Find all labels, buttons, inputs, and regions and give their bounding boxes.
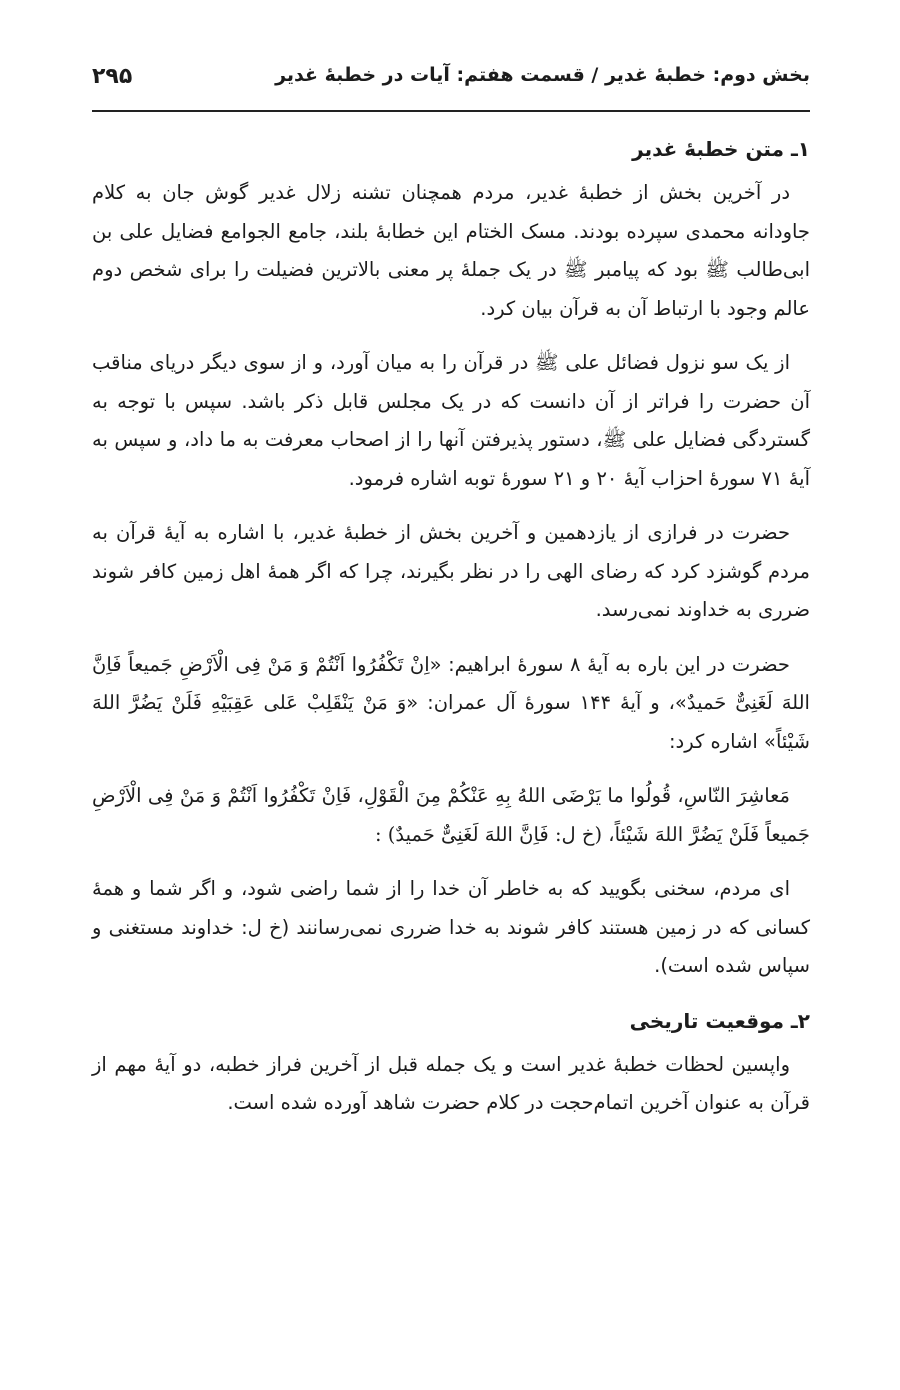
variant-label: خ ل:: [548, 822, 595, 846]
ayah-ibrahim-8: اِنْ تَکْفُرُوا اَنْتُمْ وَ مَنْ فِی الْاَرْضِ جَمیعاً فَاِنَّ اللهَ لَغَنِیٌّ حَمیدٌ: [92, 652, 810, 714]
running-header-title: بخش دوم: خطبهٔ غدیر / قسمت هفتم: آیات در خطبهٔ غدیر: [275, 64, 810, 86]
sermon-quote: [92, 777, 810, 854]
variant-text: فَاِنَّ اللهَ لَغَنِیٌّ حَمیدٌ: [395, 822, 549, 846]
paragraph: از یک سو نزول فضائل علی ﷺ در قرآن را به میان آورد، و از سوی دیگر دریای مناقب آن حضرت را فراتر از آن دانست که در یک مجلس قابل ذکر باشد. سپس با توجه به گستردگی فضایل علی ﷺ، دستور پذیرفتن آنها را از اصحاب معرفت به ما داد، و سپس به آیهٔ ۷۱ سورهٔ احزاب آیهٔ ۲۰ و ۲۱ سورهٔ توبه اشاره فرمود.: [92, 351, 810, 490]
section-2: [92, 1002, 810, 1123]
running-header: [92, 64, 810, 112]
paragraph: واپسین لحظات خطبهٔ غدیر است و یک جمله قبل از آخرین فراز خطبه، دو آیهٔ مهم از قرآن به عنوان آخرین اتمام‌حجت در کلام حضرت شاهد آورده شده است.: [92, 1052, 810, 1114]
ayah-al-imran-144: وَ مَنْ یَنْقَلِبْ عَلی عَقِبَیْهِ فَلَنْ یَضُرَّ اللهَ شَیْئاً: [92, 691, 810, 753]
sermon-quote-close: ) :: [374, 822, 396, 846]
paragraph: در آخرین بخش از خطبهٔ غدیر، مردم همچنان تشنه زلال غدیر گوش جان به کلام جاودانه محمدی سپرده بودند. مسک الختام این خطابهٔ بلند، جامع الجوامع فضایل علی بن ابی‌طالب ﷺ بود که پیامبر ﷺ در یک جملهٔ پر معنی بالاترین فضیلت را برای شخص دوم عالم وجود با ارتباط آن به قرآن بیان کرد.: [92, 181, 810, 320]
reference-mid: »، و آیهٔ ۱۴۴ سورهٔ آل عمران: «: [406, 691, 687, 714]
reference-lead: حضرت در این باره به آیهٔ ۸ سورهٔ ابراهیم: «: [429, 652, 790, 676]
reference-tail: » اشاره کرد:: [668, 729, 776, 753]
page-number: ۲۹۵: [92, 64, 133, 89]
paragraph: حضرت در فرازی از یازدهمین و آخرین بخش از خطبهٔ غدیر، با اشاره به آیهٔ قرآن به مردم گوشزد کرد که رضای الهی را در نظر بگیرند، چرا که اگر همهٔ اهل زمین کافر شوند ضرری به خداوند نمی‌رسد.: [92, 521, 810, 621]
quran-reference-paragraph: [92, 646, 810, 762]
section-1: [92, 130, 810, 986]
section-1-heading: ۱ـ متن خطبهٔ غدیر: [632, 137, 810, 161]
sermon-quote-text: مَعاشِرَ النّاسِ، قُولُوا ما یَرْضَی اللهُ بِهِ عَنْکُمْ مِنَ الْقَوْلِ، فَاِنْ تَکْفُرُوا اَنْتُمْ وَ مَنْ فِی الْاَرْضِ جَمیعاً فَلَنْ یَضُرَّ اللهَ شَیْئاً، (: [92, 784, 810, 846]
translation-paragraph: ای مردم، سخنی بگویید که به خاطر آن خدا را از شما راضی شود، و اگر شما و همهٔ کسانی که در زمین هستند کافر شوند به خدا ضرری نمی‌رسانند (خ ل: خداوند مستغنی و سپاس شده است).: [92, 877, 810, 977]
body-text: [92, 130, 810, 1123]
section-2-heading: ۲ـ موقعیت تاریخی: [629, 1008, 810, 1033]
